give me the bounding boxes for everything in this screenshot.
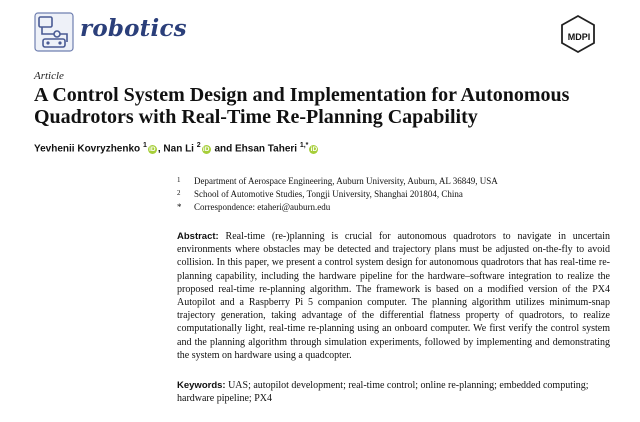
affiliation-item: [177, 201, 617, 214]
author-affiliation-mark: 1,*: [299, 142, 309, 149]
affiliation-text: Department of Aerospace Engineering, Auburn University, Auburn, AL 36849, USA: [194, 176, 498, 186]
affiliation-mark: *: [177, 202, 182, 212]
abstract-label: Abstract:: [177, 231, 219, 242]
orcid-icon[interactable]: iD: [202, 146, 210, 154]
orcid-icon[interactable]: iD: [149, 146, 156, 154]
keywords-text: UAS; autopilot development; real-time control; online re-planning; embedded computing; hardware pipeline; PX4: [177, 380, 589, 405]
abstract-text: Real-time (re-)planning is crucial for autonomous quadrotors to navigate in uncertain environments where obstacles may be detected and trajectory plans must be adjusted on-the-fly to avoid collision. In this paper, we present a control system design for autonomous quadrotors that has real-time re-planning capability, including the hardware pipeline for the hardware–software integration to realize the proposed real-time re-planning algorithm. The framework is based on a modified version of the PX4 Autopilot and a Raspberry Pi 5 companion computer. The planning algorithm utilizes minimum-snap trajectory generation, taking advantage of the differential flatness property of quadrotors, to realize computationally light, real-time re-planning using an onboard computer. We first verify the control system and the planning algorithm through simulation experiments, followed by implementing and demonstrating the system on hardware using a quadcopter.: [177, 231, 610, 361]
orcid-icon[interactable]: iD: [310, 146, 318, 154]
affiliation-item: [177, 175, 617, 188]
author-separator: and: [214, 143, 233, 155]
affiliation-text: School of Automotive Studies, Tongji University, Shanghai 201804, China: [194, 189, 463, 199]
author-affiliation-mark: 1: [142, 142, 147, 149]
journal-name: robotics: [80, 15, 187, 42]
author-list: [34, 142, 319, 154]
author-name[interactable]: Ehsan Taheri: [235, 143, 298, 155]
author-name[interactable]: Yevhenii Kovryzhenko: [34, 143, 141, 155]
author-separator: ,: [157, 143, 161, 155]
affiliation-mark: 1: [177, 176, 181, 184]
affiliation-mark: 2: [177, 189, 181, 197]
correspondence-text[interactable]: Correspondence: etaheri@auburn.edu: [194, 202, 331, 212]
affiliation-item: [177, 188, 617, 201]
article-type: Article: [34, 70, 64, 82]
keywords: [177, 379, 610, 405]
author-affiliation-mark: 2: [196, 142, 201, 149]
article-title: A Control System Design and Implementation for Autonomous Quadrotors with Real-Time Re-Planning Capability: [34, 84, 570, 128]
affiliations: [177, 175, 617, 214]
author-name[interactable]: Nan Li: [163, 143, 194, 155]
publisher-name: MDPI: [567, 32, 591, 42]
robotics-journal-logo-icon: [34, 12, 74, 52]
keywords-label: Keywords:: [177, 380, 226, 391]
abstract: [177, 230, 610, 362]
